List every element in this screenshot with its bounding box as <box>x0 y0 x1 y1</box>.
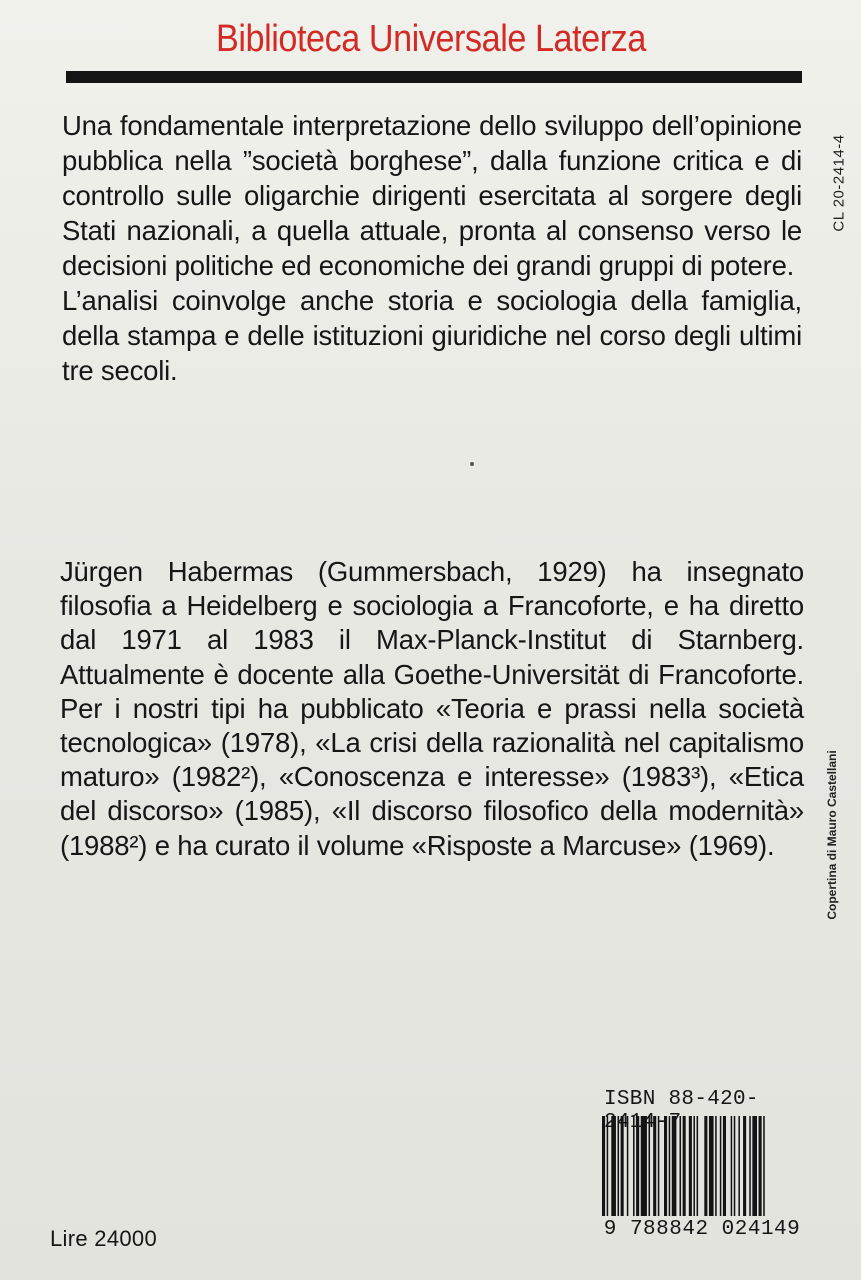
series-title: Biblioteca Universale Laterza <box>216 18 646 60</box>
barcode-bar <box>704 1116 707 1216</box>
barcode-bar <box>763 1116 765 1216</box>
barcode-graphic <box>600 1116 804 1216</box>
author-bio <box>60 555 804 863</box>
barcode <box>600 1116 804 1216</box>
barcode-bar <box>621 1116 624 1216</box>
blurb-paragraph-2: L’analisi coinvolge anche storia e sociologia della famiglia, della stampa e delle istituzioni giuridiche nel corso degli ultimi tre secoli. <box>62 285 802 386</box>
barcode-bar <box>743 1116 746 1216</box>
barcode-bar <box>672 1116 677 1216</box>
barcode-bar <box>664 1116 667 1216</box>
barcode-bar <box>759 1116 762 1216</box>
barcode-bar <box>636 1116 639 1216</box>
barcode-bar <box>618 1116 620 1216</box>
header-rule <box>66 71 802 83</box>
barcode-bar <box>658 1116 660 1216</box>
barcode-bar <box>602 1116 605 1216</box>
barcode-bar <box>697 1116 699 1216</box>
barcode-bar <box>709 1116 714 1216</box>
barcode-bar <box>715 1116 717 1216</box>
barcode-bar <box>633 1116 635 1216</box>
paper-speck <box>470 462 474 466</box>
author-bio-text: Jürgen Habermas (Gummersbach, 1929) ha insegnato filosofia a Heidelberg e sociologia a Francoforte, e ha diretto dal 1971 al 1983 il Max-Planck-Institut di Starnberg. Attualmente è docente alla Goethe-Universität di Francoforte. Per i nostri tipi ha pubblicato «Teoria e prassi nella società tecnologica» (1978), «La crisi della razionalità nel capitalismo maturo» (1982²), «Conoscenza e interesse» (1983³), «Etica del discorso» (1985), «Il discorso filosofico della modernità» (1988²) e ha curato il volume «Risposte a Marcuse» (1969). <box>60 556 804 861</box>
barcode-bar <box>611 1116 616 1216</box>
barcode-bar <box>689 1116 692 1216</box>
barcode-bar <box>607 1116 609 1216</box>
barcode-bar <box>653 1116 656 1216</box>
barcode-bar <box>649 1116 651 1216</box>
barcode-bar <box>752 1116 757 1216</box>
barcode-bar <box>720 1116 722 1216</box>
price-label: Lire 24000 <box>50 1226 157 1251</box>
barcode-bar <box>731 1116 733 1216</box>
barcode-bar <box>669 1116 671 1216</box>
barcode-bar <box>627 1116 629 1216</box>
barcode-bar <box>723 1116 726 1216</box>
book-blurb <box>62 108 802 388</box>
catalog-code <box>828 108 850 258</box>
barcode-bar <box>738 1116 740 1216</box>
barcode-bar <box>749 1116 751 1216</box>
barcode-bar <box>693 1116 695 1216</box>
isbn-label: ISBN 88-420-24 4-7 <box>604 1088 759 1134</box>
catalog-code-text: CL 20-2414-4 <box>830 134 848 232</box>
barcode-bar <box>683 1116 686 1216</box>
blurb-paragraph-1: Una fondamentale interpretazione dello sviluppo dell’opinione pubblica nella ”società borghese”, dalla funzione critica e di controllo sulle oligarchie dirigenti esercitata al sorgere degli Stati nazionali, a quella attuale, pronta al consenso verso le decisioni politiche ed economiche dei grandi gruppi di potere. <box>62 110 802 281</box>
barcode-number: 9 788842 024149 <box>603 1218 801 1241</box>
barcode-bar <box>641 1116 647 1216</box>
cover-credit <box>822 700 842 970</box>
barcode-bar <box>734 1116 736 1216</box>
barcode-bar <box>680 1116 682 1216</box>
cover-credit-text: Copertina di Mauro Castellani <box>825 750 839 920</box>
